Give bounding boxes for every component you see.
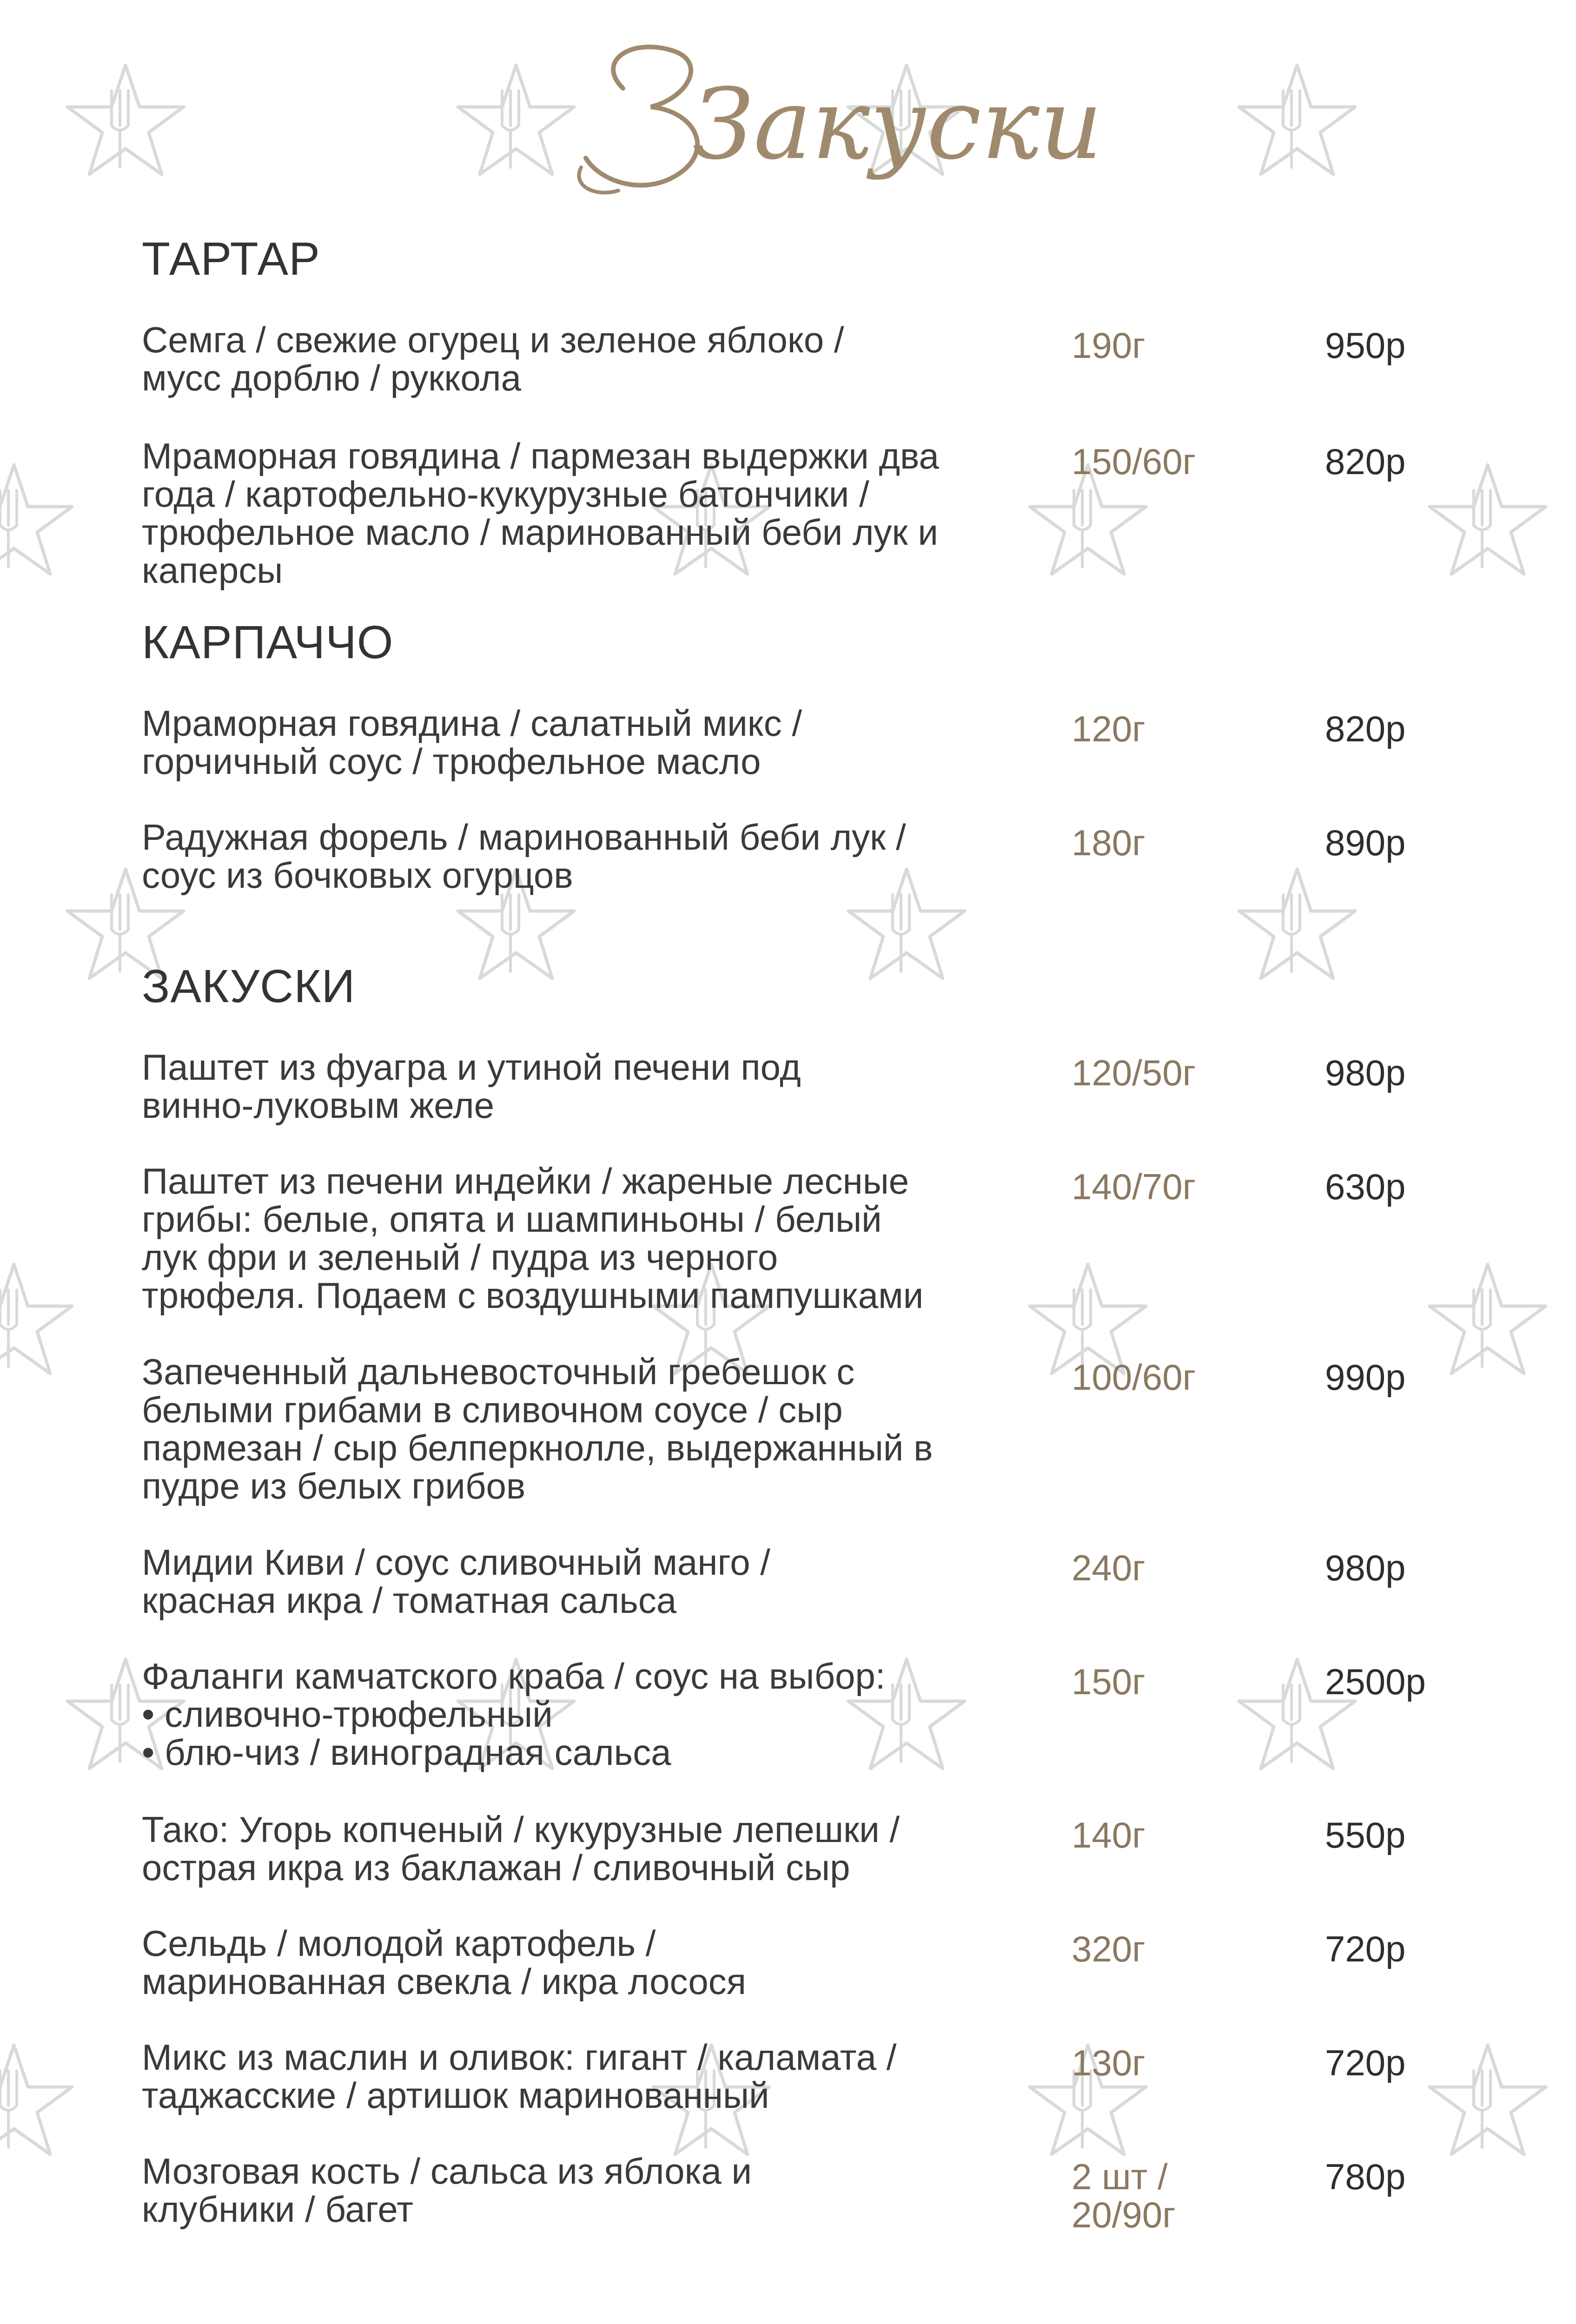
item-description: Мраморная говядина / салатный микс / горчичный соус / трюфельное масло <box>142 703 802 782</box>
restaurant-guru-watermark-logo <box>0 456 102 609</box>
item-weight: 100/60г <box>1072 1357 1196 1398</box>
item-weight: 120г <box>1072 708 1146 749</box>
item-description: Запеченный дальневосточный гребешок с белыми грибами в сливочном соусе / сыр пармезан / сыр белперкнолле, выдержанный в пудре из белых грибов <box>142 1351 933 1506</box>
item-price: 630р <box>1325 1166 1406 1207</box>
item-weight: 190г <box>1072 325 1146 366</box>
item-price: 980р <box>1325 1547 1406 1588</box>
item-description: Фаланги камчатского краба / соус на выбор: • сливочно-трюфельный • блю-чиз / виноградная сальса <box>142 1656 886 1773</box>
restaurant-guru-watermark-logo <box>1227 860 1385 1013</box>
item-description: Паштет из печени индейки / жареные лесные грибы: белые, опята и шампиньоны / белый лук фри и зеленый / пудра из черного трюфеля. Подаем с воздушными пампушками <box>142 1161 924 1316</box>
item-price: 890р <box>1325 822 1406 863</box>
item-weight: 140г <box>1072 1815 1146 1855</box>
item-weight: 140/70г <box>1072 1166 1196 1207</box>
section-title-carpaccio: КАРПАЧЧО <box>142 616 394 668</box>
item-price: 2500р <box>1325 1661 1426 1702</box>
page-title-text: Закуски <box>693 67 1103 181</box>
item-price: 990р <box>1325 1357 1406 1398</box>
item-price: 820р <box>1325 708 1406 749</box>
item-description: Семга / свежие огурец и зеленое яблоко / мусс дорблю / руккола <box>142 319 844 398</box>
item-price: 780р <box>1325 2156 1406 2197</box>
title-flourish-z <box>586 47 697 185</box>
item-description: Мраморная говядина / пармезан выдержки два года / картофельно-кукурузные батончики / трюфельное масло / маринованный беби лук и каперсы <box>142 436 939 591</box>
item-weight: 130г <box>1072 2042 1146 2083</box>
item-price: 720р <box>1325 1928 1406 1969</box>
item-weight: 180г <box>1072 822 1146 863</box>
item-description: Мозговая кость / сальса из яблока и клубники / багет <box>142 2151 752 2230</box>
item-price: 950р <box>1325 325 1406 366</box>
restaurant-guru-watermark-logo <box>1418 1255 1576 1408</box>
item-price: 820р <box>1325 441 1406 482</box>
section-title-tartar: ТАРТАР <box>142 233 320 285</box>
item-price: 550р <box>1325 1815 1406 1855</box>
item-weight: 240г <box>1072 1547 1146 1588</box>
item-description: Микс из маслин и оливок: гигант / каламата / таджасские / артишок маринованный <box>142 2037 897 2116</box>
item-description: Паштет из фуагра и утиной печени под винно-луковым желе <box>142 1047 801 1126</box>
item-description: Сельдь / молодой картофель / маринованная свекла / икра лосося <box>142 1923 747 2002</box>
restaurant-guru-watermark-logo <box>0 2036 102 2189</box>
item-price: 980р <box>1325 1052 1406 1093</box>
item-weight: 150г <box>1072 1661 1146 1702</box>
item-description: Мидии Киви / соус сливочный манго / красная икра / томатная сальса <box>142 1542 770 1621</box>
restaurant-guru-watermark-logo <box>0 1255 102 1408</box>
restaurant-guru-watermark-logo <box>1418 456 1576 609</box>
item-weight: 150/60г <box>1072 441 1196 482</box>
item-weight: 320г <box>1072 1928 1146 1969</box>
item-weight: 2 шт / 20/90г <box>1072 2156 1176 2235</box>
item-price: 720р <box>1325 2042 1406 2083</box>
item-weight: 120/50г <box>1072 1052 1196 1093</box>
item-description: Радужная форель / маринованный беби лук / соус из бочковых огурцов <box>142 817 906 896</box>
item-description: Тако: Угорь копченый / кукурузные лепешки / острая икра из баклажан / сливочный сыр <box>142 1809 900 1888</box>
restaurant-guru-watermark-logo <box>1227 56 1385 209</box>
restaurant-guru-watermark-logo <box>1418 2036 1576 2189</box>
section-title-appetizers: ЗАКУСКИ <box>142 960 356 1012</box>
restaurant-guru-watermark-logo <box>56 56 214 209</box>
page-title <box>567 19 1103 214</box>
